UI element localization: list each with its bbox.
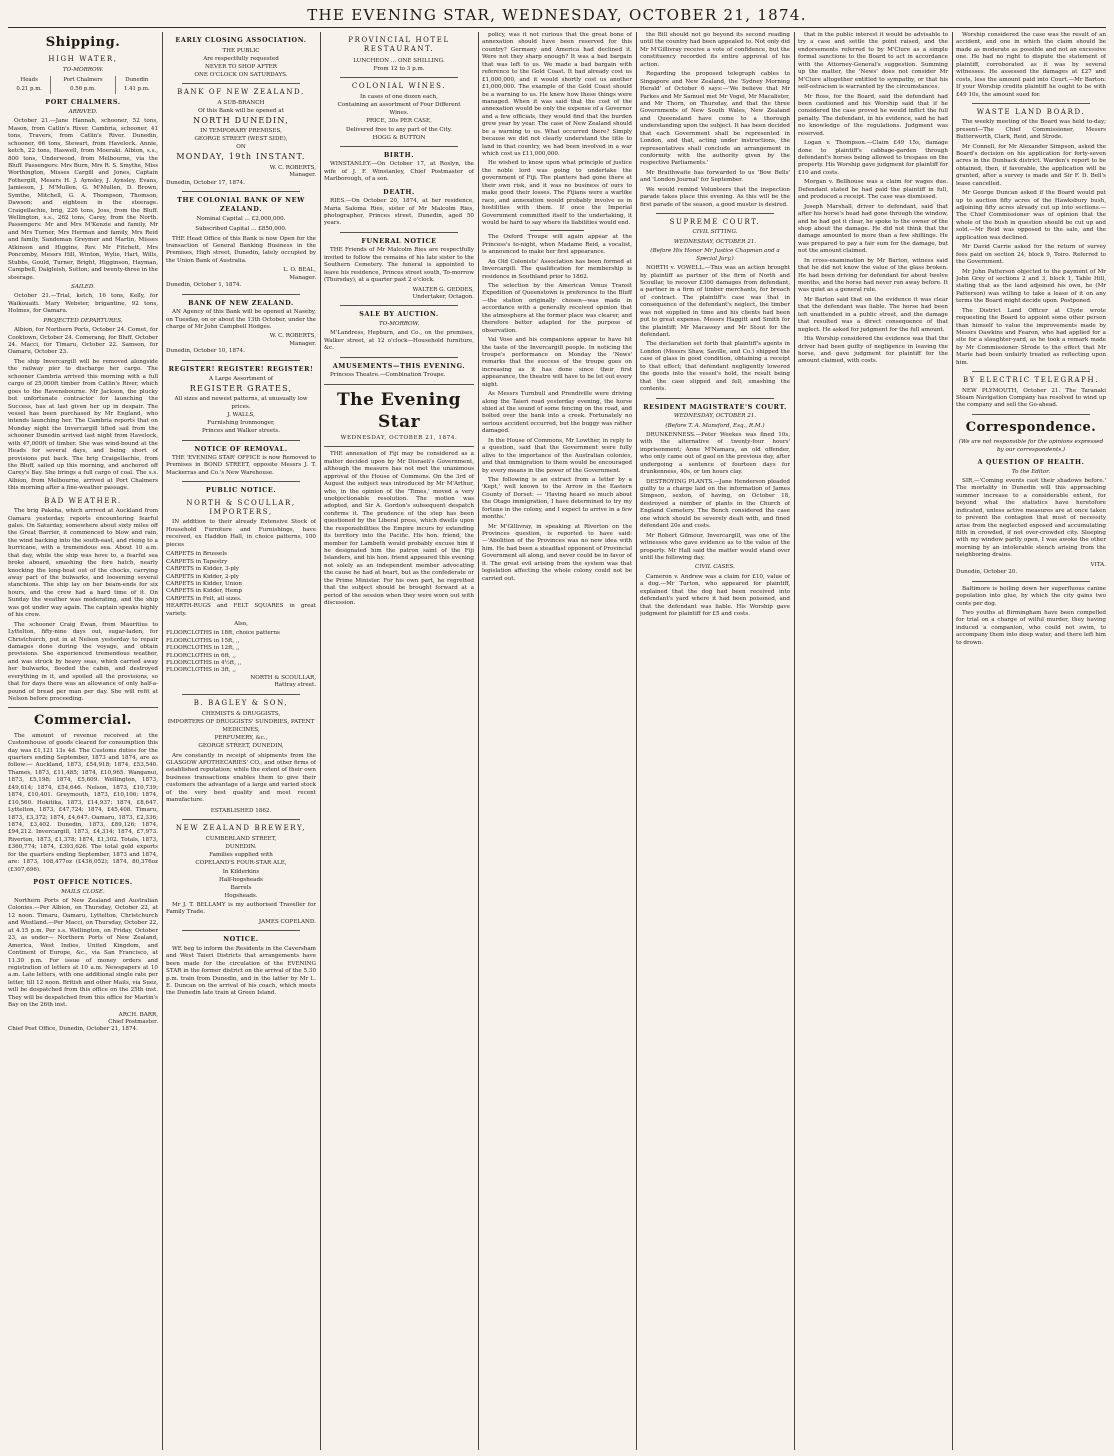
projected-text: Albion, for Northern Ports, October 24. Comet, for Cooktown, October 24. Comerang, for Bluff, October 24. Macci, for Timaru, October 22. Samson, for Oamaru, October 23. [8, 327, 158, 356]
divider [972, 371, 1090, 372]
list-item: CARPETS in Kidder, 2-ply [166, 573, 239, 580]
ad-line: Barrels [230, 884, 252, 891]
colonial-bank-capital: Nominal Capital ... £2,000,000. [196, 216, 286, 223]
waste-land-text: Mr John Patterson objected to the payment of Mr John Grey of sections 2 and 3, block 1, Table Hill, stating that as the land adjoined his own, he (Mr Patterson) was willing to take a lease of it on any terms the Board might decide upon. Postponed. [956, 268, 1106, 305]
civil-cases-title: CIVIL CASES. [695, 564, 735, 571]
article-paragraph: The following is an extract from a letter by a 'Kept,' well known to the Arrow in the Eastern County of Dorset: — 'Having heard so much about the Otago immigration, I have determined to try my fortune in the colony, and I expect to arrive in a few months.' [482, 476, 632, 521]
ad-line: A SUB-BRANCH [217, 100, 265, 107]
funeral-sign-title: Undertaker, Octagon. [412, 294, 474, 300]
bnz-sign-title: Manager. [289, 172, 316, 179]
craig-ewan-text: The schooner Craig Ewan, from Mauritius to Lyttelton, fifty-nine days out, sugar-laden, for Christchurch, put in at Nelson yesterday to repair damages done during the voyage, and obtain provisions. She experienced tremendous weather, and was struck by heavy seas, which carried away her bulwarks, flooded the cabin, and destroyed everything in it, and spoiled all the provisions, so that for days there was an allowance of only half-a-pound of bread per man per day. She will refit at Nelson before proceeding. [8, 621, 158, 703]
bnz-date: Dunedin, October 17, 1874. [166, 179, 245, 186]
resident-date: WEDNESDAY, OCTOBER 21. [673, 413, 757, 420]
column-divider [794, 32, 795, 1450]
colonial-bank-sign-title: Manager. [289, 274, 316, 281]
article-paragraph: Mr Barton said that on the evidence it was clear that the defendant was liable. The horse had been left unattended in a public street, and the damage that resulted was a direct consequence of that neglect. He asked for judgment for the full amount. [798, 296, 948, 333]
divider [340, 305, 458, 306]
bagley-text: Are constantly in receipt of shipments from the GLASGOW APOTHECARIES' CO., and other firms of established reputation; while the extent of their own business transactions enables them to give their customers the advantage of a large and varied stock of the very best quality and most recent manufacture. [166, 752, 316, 804]
ad-line: PERFUMERY, &c., [214, 735, 268, 742]
divider [340, 146, 458, 147]
closing-assoc-ad [166, 47, 316, 79]
divider [340, 357, 458, 358]
notice-text: WE beg to inform the Residents in the Caversham and West Taieri Districts that arrangements have been made for the circulation of the EVENING STAR in the former district on the arrival of the 5.30 p.m. train from Dunedin, and in the latter by Mr L. E. Duncan on the arrival of his coach, which meets the Dunedin late train at Green Island. [166, 945, 316, 997]
article-paragraph: His Worship considered the evidence was that the driver had been guilty of negligence in leaving the horse, and gave judgment for plaintiff for the amount claimed, with costs. [798, 336, 948, 365]
paper-nameplate: The Evening Star [337, 389, 461, 433]
list-item: FLOORCLOTHS in 6ft, ,, [166, 652, 236, 659]
bagley-title: B. BAGLEY & SON, [193, 698, 289, 707]
article-paragraph: Logan v. Thompson.—Claim £49 15s, damage done to plaintiff's cabbage-garden through defendant's horses being allowed to trespass on the property. His Worship gave judgment for plaintiff for £10 and costs. [798, 140, 948, 176]
shipping-heading: Shipping. [45, 35, 121, 50]
resident-text: Mr Robert Gilmour, Invercargill, was one of the witnesses who gave evidence as to the value of the property. Mr Hall said the matter would stand over until the following day. [640, 532, 790, 561]
court-before: (Before His Honor Mr Justice Chapman and a Special Jury.) [650, 248, 780, 262]
ad-line: THE PUBLIC [222, 47, 260, 54]
waste-land-text: Mr David Carrie asked for the return of survey fees paid on section 24, block 9, Toiro. Referred to the Government. [956, 244, 1106, 266]
article-paragraph: Mr Ross, for the Board, said the defendant had been cautioned and his Worship said that if he considered the case proved he would inflict the full penalty. The defendant, in his evidence, said he had no knowledge of the regulations. Judgment was reserved. [798, 93, 948, 137]
masthead: THE EVENING STAR, WEDNESDAY, OCTOBER 21, 1874. [307, 6, 807, 24]
brewery-title: NEW ZEALAND BREWERY, [175, 823, 307, 832]
ad-line: IN TEMPORARY PREMISES, [200, 128, 282, 135]
waste-land-text: The District Land Officer at Clyde wrote requesting the Board to appoint some other person than himself to value the improvements made by Messrs Dawkins and Fearon, who had applied for a site for a slaughter-yard, as he took a remark made by Mr Commissioner Strode to the effect that Mr Marie had been unfairly treated as reflecting upon him. [956, 307, 1106, 366]
waste-land-text: The weekly meeting of the Board was held to-day; present—The Chief Commissioner, Messrs Butterworth, Clark, Reid, and Strode. [956, 119, 1106, 141]
ad-line: CUMBERLAND STREET, [205, 836, 277, 843]
high-water-heading: HIGH WATER, [48, 55, 118, 64]
article-paragraph: policy, was it not curious that the great bone of annexation should have been reserved for this country? Germany and America had declined it. Were not they sharp enough? It was a bad bargain that was left to us. We made a bad bargain with reference to the Gold Coast. It had already cost us £1,000,000, and it would shortly cost us another £1,000,000. The example of the Gold Coast should be a warning to us. He knew how these things were managed. When it was said that the cost of the annexation would be only the expense of a Governor and a few officials, they would find that the burden grew year by year. The case of New Zealand should be a warning to us. What occurred there? Simply because we did not clearly understand the title to land in that country, we had been involved in a war which cost us £11,000,000. [482, 32, 632, 157]
editorial-text: THE annexation of Fiji may be considered as a matter decided upon by Mr Disraeli's Government, although the measure has not met the unanimous approval of the House of Commons. On the 3rd of August the subject was introduced by Mr M'Arthur, who, in the opinion of the 'Times,' moved a very unobjectionable resolution. The motion was adopted, and Sir A. Gordon's subsequent despatch confirms it. The prudence of the step has been questioned by the Liberal press, which dwells upon the responsibilities the Empire incurs by extending its territory into the Pacific. His hon. friend, the member for Lambeth would probably excuse him if he designated him the patron saint of the Fiji Islanders, and his hon. friend appeared this evening not solely as an independent member advocating the cause he had at heart, but as the confederate or the Prime Minister. For his own part, he regretted that the subject should be brought forward at a period of the session when they were worn out with discussion. [324, 451, 474, 607]
hotel-ad [324, 57, 474, 73]
list-item: FLOORCLOTHS in 3ft, ,, [166, 667, 236, 674]
funeral-sign: WALTER G. GEDDES, [412, 286, 474, 293]
article-paragraph: In cross-examination by Mr Barton, witness said that he did not know the value of the glass broken. He had been driving for defendant for about twelve months, and the horse had never run away before. It was quiet as a general rule. [798, 257, 948, 294]
ad-line: Are respectfully requested [203, 55, 279, 62]
divider [182, 819, 300, 820]
telegraph-title: BY ELECTRIC TELEGRAPH. [962, 376, 1100, 385]
civil-sitting-label: CIVIL SITTING. [692, 229, 738, 236]
amusements-title: AMUSEMENTS—THIS EVENING. [332, 361, 466, 370]
ad-line: GEORGE STREET, DUNEDIN, [198, 743, 284, 750]
ad-line: Delivered free to any part of the City. [346, 126, 452, 133]
projected-heading: PROJECTED DEPARTURES. [43, 317, 123, 324]
list-item: FLOORCLOTHS in 18ft, choice patterns [166, 630, 280, 637]
bnz-agency-title: BANK OF NEW ZEALAND. [188, 298, 294, 307]
north-scoullar-title: NORTH & SCOULLAR, IMPORTERS, [186, 498, 296, 517]
amusements-text: Princess Theatre.—Combination Troupe. [330, 372, 446, 379]
court-text: NORTH v. VOWELL.—This was an action brought by plaintiff as partner of the firm of North and Scoullar, to recover £300 damages from defendant, a partner in a firm of timber merchants, for breach of contract. The plaintiff's case was that in consequence of the defendant's neglect, the timber was not supplied in time and his clients had been put to great expense. Messrs Haggitt and Smith for the plaintiff; Mr Macassey and Mr Stout for the defendant. [640, 265, 790, 339]
ad-line: In cases of one dozen each, [360, 94, 438, 101]
correspondence-sign: VITA. [1090, 561, 1106, 568]
correspondence-heading: Correspondence. [965, 419, 1097, 435]
shipping-news: The ship Invercargill will be removed alongside the railway pier to discharge her cargo. The schooner Cambria arrived this morning with a full cargo of 25,000ft timber from Catlin's River, which goes to the Ravensbourne. Mr Jackson, the plucky but unfortunate contractor for launching the Success, has at last given her up in despair. The vessel has been purchased by Mr England, who intends launching her. The Cambria reports that on Monday night the Invercargill lifted sail from the schooner Dunedin arrived last night from Havelock, with 47,000ft of timber. She was wind-bound at the Heads for several days, and being short of provisions put back. The brig Craigellachie, from the Bluff, sailed up this morning, and anchored off Carey's Bay. She brings a full cargo of coal. The s.s. Albion, from Melbourne, arrived at Port Chalmers this morning after a fine-weather passage. [8, 358, 158, 492]
ad-line: A Large Assortment of [209, 376, 273, 383]
list-item: CARPETS in Kidder, 3-ply [166, 566, 239, 573]
ad-line: PRICE, 30s PER CASE, [366, 118, 432, 125]
resident-text: DESTROYING PLANTS.—Jane Henderson pleaded guilty to a charge laid on the information of James Simpson, sexton, of having, on October 18, destroyed a number of plants in the Church of England Cemetery. The Bench considered the case one which should be severely dealt with, and fined defendant 20s and costs. [640, 478, 790, 530]
ad-line: ONE O'CLOCK ON SATURDAYS. [194, 71, 288, 78]
post-date: Chief Post Office, Dunedin, October 21, 1874. [8, 1026, 138, 1033]
tomorrow-label: TO-MORROW. [62, 66, 104, 73]
wines-title: COLONIAL WINES. [351, 81, 447, 90]
closing-assoc-title: EARLY CLOSING ASSOCIATION. [175, 36, 307, 44]
north-scoullar-sign: NORTH & SCOULLAR, [250, 674, 316, 681]
ad-line: GEORGE STREET (WEST SIDE), [194, 136, 288, 143]
arrived-text: October 21.—Jane Hannah, schooner, 52 tons, Mason, from Catlin's River. Cambria, schooner, 41 tons, Travers, from Catlin's River. Dunedin, schooner, 66 tons, Stewart, from Havelock. Annie, ketch, 22 tons, Haswell, from Moeraki. Albion, s.s., 800 tons, Underwood, from Melbourne, via the Bluff. Passengers: Mrs Burn, Mrs R. S. Smythe, Miss Worthington, Misses Cargill and Jones, Captain Fothergill, Messrs H. J. Aynsley, J. Aynsley, Evans, Jamieson, J. M'Mullen, G. M'Mullen, D. Brown, Symthe, Mitchell, G. A. Thompson, Thomson, Dawson; and eighteen in the steerage. Craigellachie, brig, 226 tons, Joss, from the Bluff. Wellington, s.s., 262 tons, Carey, from the North. Passengers: Mr and Mrs M'Kenzie and family, Mr and Mrs Turner, Mrs Herman and family, Mrs Reid and family, Sandeman Greymer and Martin, Misses Atkinson and Higgins, Rev. Mr Fitchett, Mrs Poncomby, Messrs Hill, Winton, Wylie, Hart, Wills, Stubbs, Gould, Turner, Bright, Higginson, Hayman, Campbell, Dalgleish, Sutton; and twenty-three in the steerage. [8, 118, 158, 281]
divider [182, 360, 300, 361]
colonial-bank-date: Dunedin, October 1, 1874. [166, 282, 242, 289]
colonial-bank-text: THE Head Office of this Bank is now Open for the transaction of General Banking Business in the Premises, High street, Dunedin, lately occupied by the Union Bank of Australia. [166, 235, 316, 264]
tide-col-heads: Heads [8, 76, 51, 85]
article-paragraph: As Messrs Turnbull and Prendiville were driving along the Taieri road yesterday evening, the horse shied at the sound of some fencing on the road, and bolted over the bank into a creek. Fortunately no serious accident occurred, but the buggy was rather damaged. [482, 391, 632, 435]
divider [324, 446, 474, 447]
divider [656, 213, 774, 214]
ad-line: IMPORTERS OF DRUGGISTS' SUNDRIES, PATENT MEDICINES, [167, 719, 315, 734]
bad-weather-text: The brig Pakeha, which arrived at Auckland from Oamaru yesterday, reports encountering fearful gales. On Saturday, somewhere about sixty miles off the Great Barrier, it commenced to blow and rain, the wind backing into the south-east, and rising to a hurricane, with a tremendous sea. About 10 a.m. that day, while the ship was hove to, a fearful sea broke aboard, smashing the fore hatch, nearly knocking the long-boat out of the chocks, carrying away part of the bulwarks, and loosening several stanchions. The ship lay on her beam-ends for six hours, and the crew had a hard time of it. On Sunday the weather was moderating, and the ship was got under way again. The captain speaks highly of his crew. [8, 508, 158, 619]
north-scoullar-items [166, 551, 316, 675]
divider [530, 230, 584, 231]
wines-ad [324, 93, 474, 142]
correspondence-to: To the Editor. [1011, 468, 1051, 475]
article-paragraph: the Bill should not go beyond its second reading until the country had been appealed to. Not only did Mr M'Gillivray receive a vote of confidence, but the constituency recorded its entire approval of his action. [640, 32, 790, 68]
column-1 [8, 32, 158, 1450]
sale-subtitle: TO-MORROW. [378, 320, 420, 327]
sale-title: SALE BY AUCTION. [359, 310, 439, 319]
divider [340, 77, 458, 78]
ad-line: Princes and Walker streets. [201, 428, 281, 435]
divider [182, 191, 300, 192]
article-paragraph: Joseph Marshall, driver to defendant, said that after his horse's head had gone through the window, and he had got it clear, he spoke to the owner of the shop about the damage. He did not think that the damage amounted to more than a few shillings. He was prepared to pay a fair sum for the damage, but not the amount claimed. [798, 203, 948, 255]
article-paragraph: Two youths at Birmingham have been compelled for trial on a charge of wilful murder, they having induced a companion, who could not swim, to accompany them into deep water, and there left him to drown. [956, 609, 1106, 646]
article-paragraph: that in the public interest it would be advisable to try a case and settle the point raised, and the endorsements referred to by M'Clure as a simple formal sanctions to the Board to act in accordance with the Attorney-General's suggestion. Summing up the matter, the 'News' does not consider Mr M'Clure altogether entitled to sympathy, or that his self-ostracism is warranted by the circumstances. [798, 32, 948, 91]
article-paragraph: Morgan v. Bellhouse was a claim for wages due. Defendant stated he had paid the plaintiff in full, and produced a receipt. The case was dismissed. [798, 179, 948, 201]
register-ad [166, 375, 316, 435]
colonial-bank-title: THE COLONIAL BANK OF NEW ZEALAND. [177, 196, 305, 213]
list-item: CARPETS in Felt, all sizes. [166, 595, 242, 602]
column-7 [956, 32, 1106, 1450]
list-item: CARPETS in Kidder, Union [166, 580, 243, 587]
brewery-ad [166, 835, 316, 900]
ad-line: Furnishing Ironmonger, [207, 420, 275, 427]
ad-line: NORTH DUNEDIN, [193, 116, 289, 126]
arrived-heading: ARRIVED. [68, 108, 98, 115]
column-6 [798, 32, 948, 1450]
register-title: REGISTER! REGISTER! REGISTER! [168, 364, 314, 373]
bagley-established: ESTABLISHED 1862. [210, 807, 272, 814]
bnz-agency-text: AN Agency of this Bank will be opened at Naseby, on Tuesday, on or about the 13th October, under the charge of Mr John Campbell Hodges. [166, 309, 316, 330]
column-5 [640, 32, 790, 1450]
brewery-sign: JAMES COPELAND. [258, 918, 316, 925]
ad-line: J. WALLS, [227, 412, 255, 419]
birth-text: WINSTANLEY.—On October 17, at Roslyn, the wife of J. F. Winstanley, Chief Postmaster of Marlborough, of a son. [324, 161, 474, 183]
list-item: CARPETS in Tapestry [166, 558, 228, 565]
column-divider [952, 32, 953, 1450]
resident-text: DRUNKENNESS.—Peter Weekes was fined 10s, with the alternative of twenty-four hours' imprisonment; Anne M'Namara, an old offender, who only came out of gaol on the previous day, after undergoing a sentence of fourteen days for drunkenness, 40s, or ten hours clay. [640, 431, 790, 476]
sale-text: M'Landress, Hepburn, and Co., on the premises, Walker street, at 12 o'clock—Household furniture, &c. [324, 330, 474, 352]
colonial-bank-subscribed: Subscribed Capital ... £850,000. [195, 226, 287, 233]
brewery-text: Mr J. T. BELLAMY is my authorised Traveller for Family Trade. [166, 901, 316, 916]
ad-line: Wines. [389, 110, 409, 117]
column-divider [162, 32, 163, 1450]
ad-line: Families supplied with [209, 852, 273, 859]
article-paragraph: Regarding the proposed telegraph cables to Singapore and New Zealand, the 'Sydney Morning Herald' of October 6 says:—'We believe that Mr Parkes and Mr Samuel met Mr Vogel, Mr Macalister, and Mr Thorn, on Thursday, and that the three Governments of New South Wales, New Zealand and Queensland have come to a thorough understanding upon the subject. It has been decided that each Government shall be represented in London, and that, acting under instructions, the representatives shall conclude an arrangement in conformity with the authority given by the respective Parliaments.' [640, 71, 790, 167]
waste-land-title: WASTE LAND BOARD. [976, 107, 1086, 116]
civil-cases-text: Cameron v. Andrew was a claim for £10, value of a dog.—Mr Turton, who appeared for plaintiff, explained that the dog had been received into defendant's yard where it had been poisoned, and that the defendant was liable. His Worship gave judgment for plaintiff for £5 and costs. [640, 573, 790, 617]
ad-line: Hogsheads. [224, 892, 258, 899]
column-divider [320, 32, 321, 1450]
birth-title: BIRTH. [383, 150, 415, 159]
article-paragraph: He wished to know upon what principle of justice the noble lord was going to undertake the government of Fiji. The planters had gone there at their own risk, and it was no business of ours to make good their losses. The Fijians were a warlike race, and annexation would probably involve us in hostilities with them. If once the Imperial Government committed itself to the undertaking, it would be hard to say where its liabilities would end. [482, 160, 632, 226]
correspondence-subtitle: A QUESTION OF HEALTH. [977, 458, 1085, 466]
divider [972, 581, 1090, 582]
post-office-heading: POST OFFICE NOTICES. [33, 878, 133, 887]
divider [182, 694, 300, 695]
resident-before: (Before T. A. Mansford, Esq., R.M.) [665, 422, 765, 429]
list-item: CARPETS in Brussels [166, 551, 227, 558]
column-3 [324, 32, 474, 1450]
funeral-title: FUNERAL NOTICE [361, 236, 437, 245]
funeral-text: THE Friends of Mr Malcolm Ries are respectfully invited to follow the remains of his late sister to the Southern Cemetery. The funeral is appointed to leave his residence, Princes street south, To-morrow (Thursday), at a quarter past 2 o'clock. [324, 247, 474, 284]
divider [324, 384, 474, 385]
bagley-ad [166, 710, 316, 751]
tide-time-dunedin: 1.41 p.m. [123, 86, 150, 93]
column-4 [482, 32, 632, 1450]
telegraph-text: NEW PLYMOUTH, October 21. The Taranaki Steam Navigation Company has resolved to wind up the company and sell the Go-ahead. [956, 387, 1106, 409]
divider [182, 481, 300, 482]
article-paragraph: Baltimore is boiling down her superfluous canine population into glue, by which the city gains two cents per dog. [956, 585, 1106, 607]
column-divider [636, 32, 637, 1450]
ad-line: In Kilderkins [222, 868, 260, 875]
ad-line: REGISTER GRATES, [189, 384, 293, 394]
list-item: Also, [234, 621, 248, 628]
article-paragraph: Val Vose and his companions appear to have hit the taste of the Invercargill people. In noticing the troupe's performance on Monday the 'News' remarks that the success of the troupe goes on increasing as it has done since their first appearance, the theatre will have to be let out every night. [482, 337, 632, 388]
ad-line: HOGG & BUTTON [372, 134, 426, 141]
bnz-agency-sign: W. C. ROBERTS, [269, 333, 316, 340]
column-divider [478, 32, 479, 1450]
court-text: The declaration set forth that plaintiff's agents in London (Messrs Shaw, Saville, and Co.) shipped the case of glass in good condition, obtaining a receipt to that effect; that defendant negligently lowered the goods into the vessel's hold, the result being that the case slipped and fell, smashing the contents. [640, 341, 790, 393]
ad-line: DUNEDIN. [225, 844, 257, 851]
ad-line: Half-hogsheads [219, 876, 263, 883]
ad-line: Of this Bank will be opened at [198, 108, 284, 115]
north-scoullar-text: IN addition to their already Extensive Stock of Household Furniture and Furnishings, have received, ex Haddon Hall, in choice patterns, 100 pieces [166, 519, 316, 548]
ad-line: COPELAND'S FOUR-STAR ALE, [195, 860, 287, 867]
ad-line: CHEMISTS & DRUGGISTS, [201, 711, 281, 718]
tide-table [8, 76, 158, 94]
divider [340, 232, 458, 233]
divider [182, 930, 300, 931]
bnz-ad [166, 99, 316, 163]
ad-line: LUNCHEON ... ONE SHILLING. [353, 57, 445, 64]
article-paragraph: Mr Braithwaite has forwarded to us 'Bow Bells' and 'London Journal' for September. [640, 169, 790, 184]
divider [182, 440, 300, 441]
post-sign: ARCH. BARR, [118, 1011, 158, 1018]
resident-magistrate-title: RESIDENT MAGISTRATE'S COURT. [643, 402, 787, 411]
removal-text: THE 'EVENING STAR' OFFICE is now Removed to Premises in BOND STREET, opposite Messrs J. T. Mackerras and Co.'s New Warehouse. [166, 455, 316, 476]
commercial-heading: Commercial. [34, 713, 132, 729]
ad-line: MONDAY, 19th INSTANT. [176, 152, 306, 162]
list-item: FLOORCLOTHS in 12ft, ,, [166, 645, 240, 652]
bnz-agency-sign-title: Manager. [289, 340, 316, 347]
paper-dateline: WEDNESDAY, OCTOBER 21, 1874. [340, 434, 458, 441]
article-paragraph: In the House of Commons, Mr Lowther, in reply to a question, said that the Government were fully alive to the importance of the Australian colonies, and that immigration to them would be encouraged by every means in the power of the Government. [482, 437, 632, 474]
list-item: FLOORCLOTHS in 15ft, ,, [166, 637, 240, 644]
port-chalmers-heading: PORT CHALMERS. [45, 98, 121, 107]
hotel-title: PROVINCIAL HOTEL RESTAURANT. [348, 36, 450, 54]
article-paragraph: We would remind Volunteers that the inspection parade takes place this evening. As this will be the first parade of the season, a good muster is desired. [640, 186, 790, 208]
death-title: DEATH. [383, 187, 415, 196]
bnz-agency-date: Dunedin, October 10, 1874. [166, 348, 245, 355]
list-item: CARPETS in Kidder, Hemp [166, 588, 243, 595]
colonial-bank-sign: L. O. BEAL, [283, 267, 316, 274]
ad-line: From 12 to 3 p.m. [373, 65, 425, 72]
divider [8, 707, 158, 708]
waste-land-text: Mr Connell, for Mr Alexander Simpson, asked the Board's decision on his application for forty-seven acres in the Dunback district. Warden's report to be obtained, then, if favorable, the application will be granted, after a survey is made and Sir F. D. Bell's lease cancelled. [956, 143, 1106, 187]
ad-line: ON [236, 144, 246, 151]
list-item: HEARTH-RUGS and FELT SQUARES in great variety. [166, 603, 316, 617]
divider [972, 103, 1090, 104]
divider [972, 414, 1090, 415]
masthead-rule [8, 27, 1106, 28]
supreme-court-title: SUPREME COURT. [669, 218, 761, 227]
correspondence-date: Dunedin, October 20. [956, 569, 1018, 576]
sailed-text: October 21.—Trial, ketch, 16 tons, Kelly, for Waikouaiti. Mary Webster, brigantine, 92 tons, Holmes, for Oamaru. [8, 293, 158, 315]
bnz-sign: W. C. ROBERTS, [269, 164, 316, 171]
bnz-title: BANK OF NEW ZEALAND. [177, 87, 305, 96]
public-notice-title: PUBLIC NOTICE. [205, 486, 277, 495]
correspondence-note: (We are not responsible for the opinions expressed by our correspondents.) [958, 439, 1104, 453]
article-paragraph: The Oxford Troupe will again appear at the Princess's to-night, when Madame Reid, a vocalist, is announced to make her first appearance. [482, 234, 632, 256]
tide-col-dunedin: Dunedin [125, 77, 149, 84]
court-date: WEDNESDAY, OCTOBER 21. [673, 238, 757, 245]
divider [182, 83, 300, 84]
divider [656, 398, 774, 399]
ad-line: Containing an assortment of Four Different [337, 102, 461, 109]
commercial-text: The amount of revenue received at the Customhouse of goods cleared for consumption this day was £1,121 13s 4d. The Customs duties for the quarters ending September, 1873 and 1874, are as follow:— Auckland, 1873, £54,918; 1874, £53,540. Thames, 1873, £11,485; 1874, £10,965. Wanganui, 1873, £5,198; 1874, £5,609. Wellington, 1873, £49,614; 1874, £54,646. Nelson, 1873, £10,739; 1874, £10,401. Greymouth, 1873, £10,106; 1874, £10,560. Hokitika, 1873, £14,937; 1874, £8,647. Lyttelton, 1873, £47,724; 1874, £45,408. Timaru, 1873, £3,372; 1874, £4,647. Oamaru, 1873, £2,336; 1874, £3,402. Dunedin, 1873, £89,126; 1874, £94,212. Invercargill, 1873, £4,314; 1874, £7,973. Riverton, 1873, £1,378; 1874, £1,302. Totals, 1873, £360,774; 1874, £393,626. The total gold exports for the quarters ending September, 1873 and 1874, are: 1873, 108,477oz (£436,052); 1874, 80,376oz (£307,696). [8, 732, 158, 873]
bad-weather-heading: BAD WEATHER. [44, 496, 122, 505]
death-text: RIES.—On October 20, 1874, at her residence, Maria Saloma Ries, sister of Mr Malcolm Ries, photographer, Princes street, Dunedin, aged 50 years. [324, 198, 474, 227]
notice-title: NOTICE. [223, 935, 259, 944]
mails-close-heading: MAILS CLOSE. [61, 888, 105, 895]
tide-col-port: Port Chalmers [51, 76, 115, 85]
article-paragraph: Worship considered the case was the result of an accident, and one in which the claim should be made as moderate as possible and not an excessive one. He had no right to dispute the statement of plaintiff, corroborated as it was by several witnesses. He assessed the damages at £27 and costs, less the amount paid into Court.—Mr Barton: If your Worship credits plaintiff he ought to be with £49 10s, the amount sued for. [956, 32, 1106, 98]
sailed-heading: SAILED. [71, 283, 95, 290]
article-paragraph: Mr M'Gillivray, in speaking at Riverton on the Provinces question, is reported to have said:—'Abolition of the Provinces was no new idea with him. He had been a steadfast opponent of Provincial Government all along, and never could be in favor of it. The great evil arising from the system was that legislation affecting the whole colony could not be carried out. [482, 523, 632, 582]
article-paragraph: An Old Colonists' Association has been formed at Invercargill. The qualification for membership is residence in Southland prior to 1862. [482, 258, 632, 280]
divider [182, 294, 300, 295]
north-scoullar-sign-street: Rattray street. [274, 682, 316, 689]
post-sign-title: Chief Postmaster. [108, 1019, 158, 1025]
removal-title: NOTICE OF REMOVAL. [194, 444, 288, 453]
waste-land-text: Mr George Duncan asked if the Board would put up to auction fifty acres of the Hawksbury bush, adjoining fifty acres already cut up into sections.—The Chief Commissioner was of opinion that the whole of the bush in question should be cut up and sold.—Mr Reid was opposed to the sale, and the application was declined. [956, 190, 1106, 241]
post-office-text: Northern Ports of New Zealand and Australian Colonies.—Per Albion, on Thursday, October 22, at 12 noon. Timaru, Oamaru, Lyttelton, Christchurch and Westland.—Per Macci, on Thursday, October 22, at 4.15 p.m. Per s.s. Wellington, on Friday, October 23, as under— Northern Ports of New Zealand, America, West Indies, United Kingdom, and Continent of Europe, &c., via San Francisco, at 11.30 p.m. For issue of money orders and registration of letters at 10 a.m. Newspapers at 10 a.m. Late letters, with one additional single rate per letter, till 12 noon. British and other Mails, via Suez, will be despatched from this office on the 25th inst. They will be despatched from this office for Martin's Bay on the 26th inst. [8, 898, 158, 1009]
ad-line: All sizes and newest patterns, at unusually low prices. [174, 395, 308, 411]
ad-line: NEVER TO SHOP AFTER [205, 63, 277, 70]
tide-time-heads: 0.21 p.m. [8, 85, 51, 94]
list-item: FLOORCLOTHS in 4½ft, ,, [166, 660, 242, 666]
article-paragraph: The selection by the American Venus Transit Expedition of Queenstown is preference to the Bluff—the station originally chosen—was made in accordance with a generally received opinion that the atmosphere at the former place was clearer, and therefore better adapted for the purpose of observation. [482, 283, 632, 334]
tide-time-port: 0.56 p.m. [51, 85, 115, 94]
correspondence-text: SIR,—'Coming events cast their shadows before.' The mortality in Dunedin will this approaching summer increase to a considerable extent, for beyond what the statistics have heretofore indicated, unless active measures are at once taken to prevent the contagion that must of necessity arise from the neglected exposed and accumulating filth in crowded, if not over-crowded city. Sleeping with my window partly open, I was awoke the other morning by an intolerable stench arising from the neighboring drains. [956, 477, 1106, 559]
column-2 [166, 32, 316, 1450]
